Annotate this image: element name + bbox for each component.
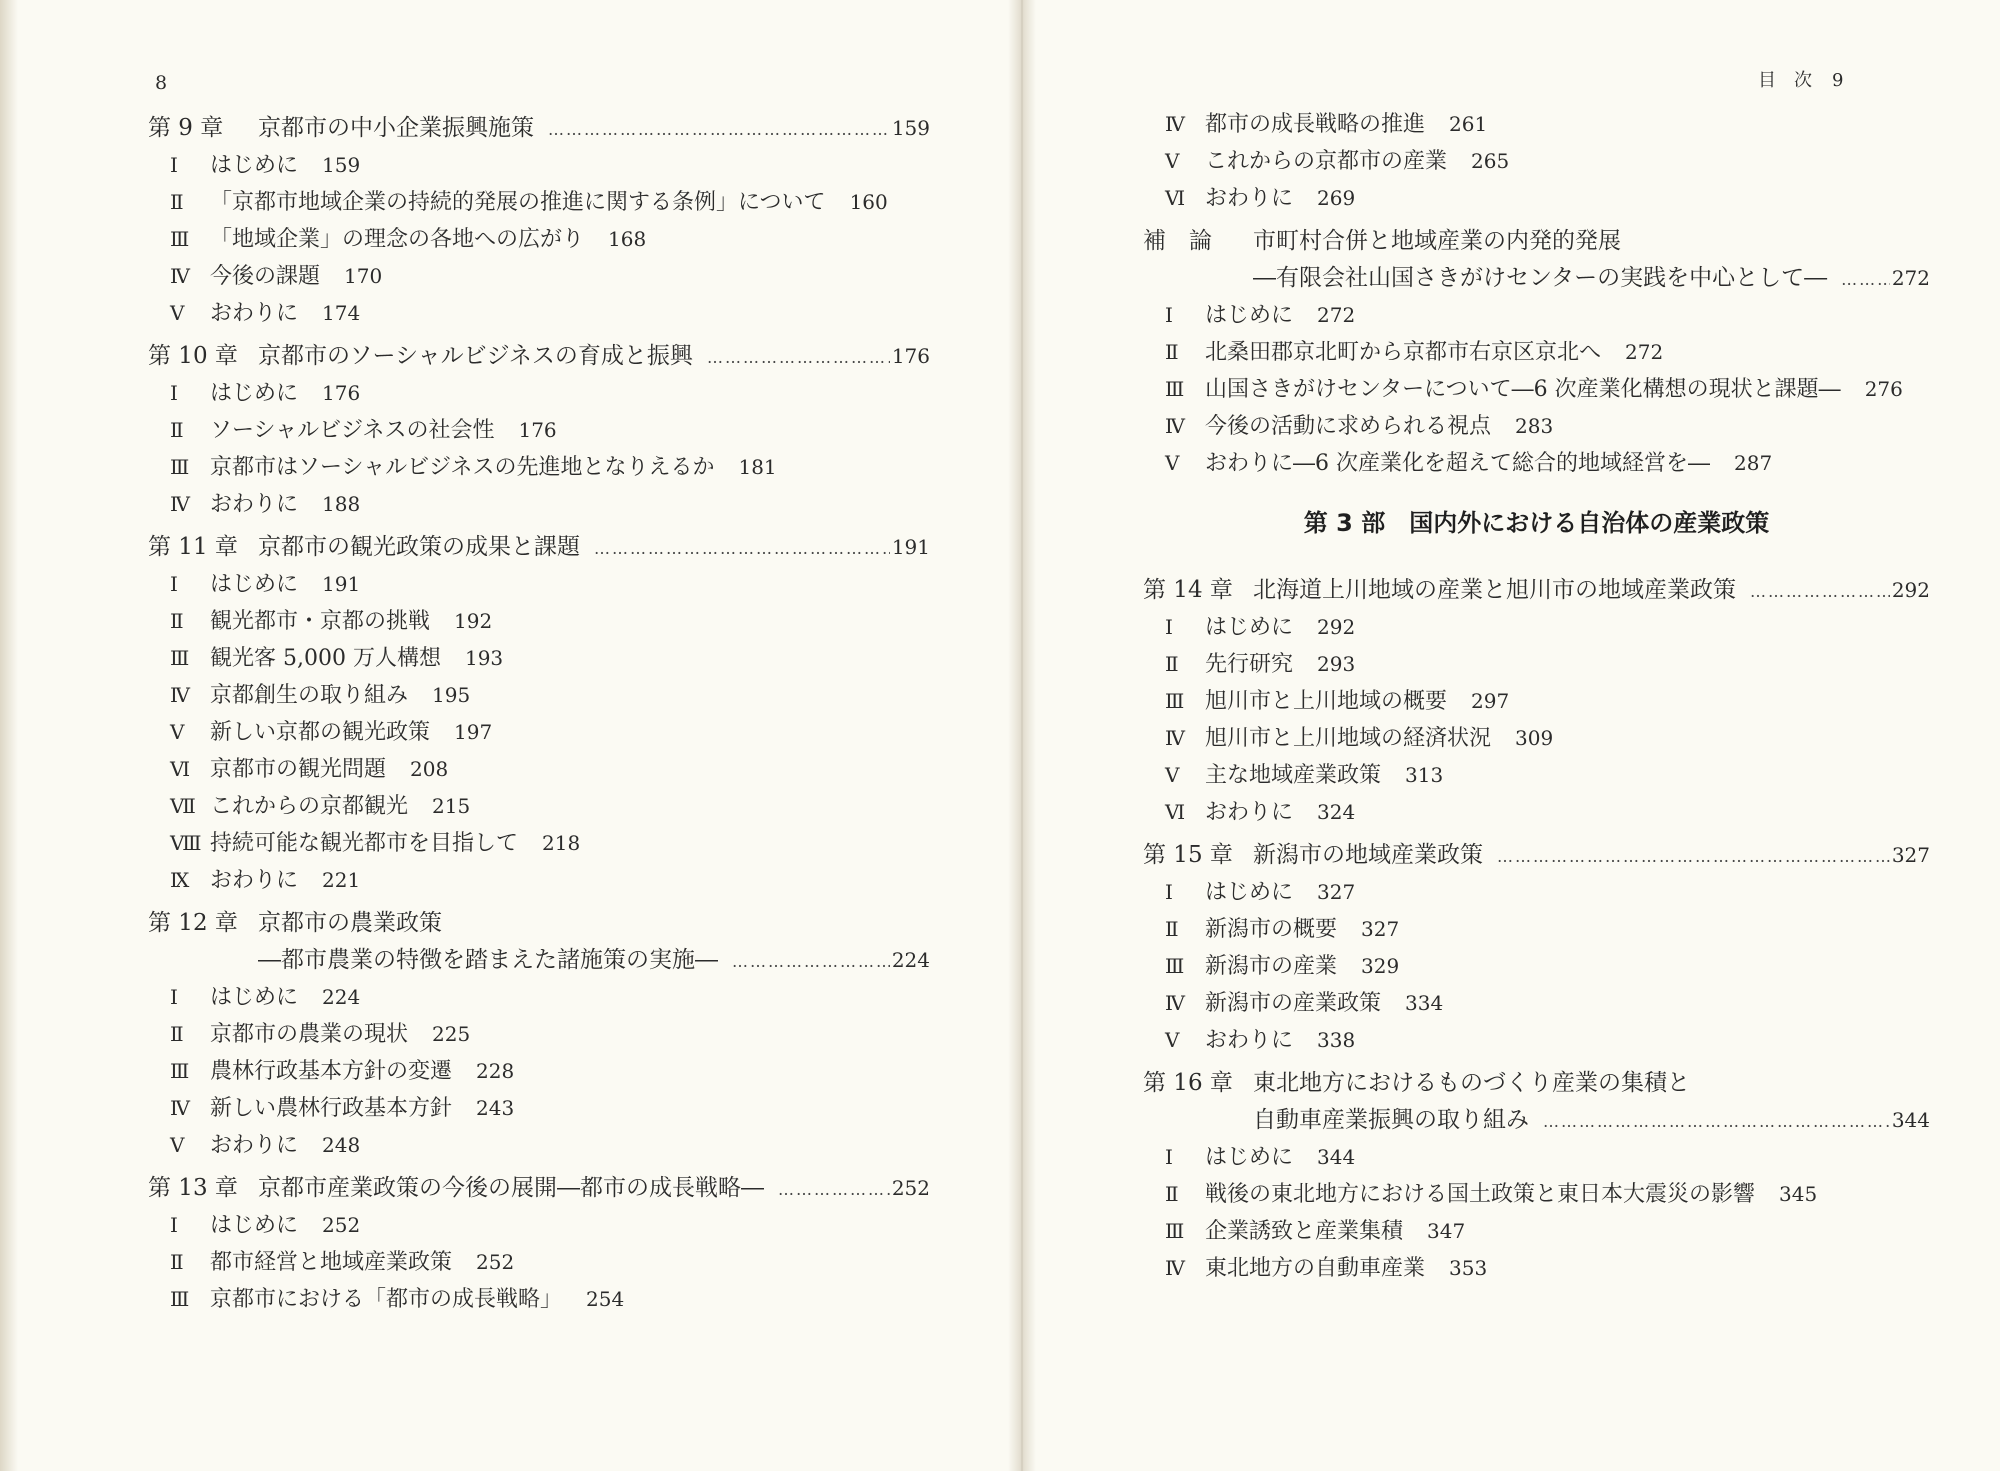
chapter-page: 224 xyxy=(891,948,930,972)
section-numeral: Ⅵ xyxy=(1165,186,1186,210)
dot-leader xyxy=(1543,1103,1890,1140)
section-page: 248 xyxy=(322,1133,361,1157)
chapter-title: 京都市産業政策の今後の展開―都市の成長戦略― xyxy=(258,1175,764,1201)
chapter-number: 第 10 章 xyxy=(148,343,238,369)
toc-section[interactable] xyxy=(1143,445,1930,482)
section-title: 都市の成長戦略の推進 xyxy=(1205,112,1426,137)
section-numeral: Ⅱ xyxy=(170,190,184,214)
section-numeral: Ⅳ xyxy=(170,264,190,288)
section-title: 東北地方の自動車産業 xyxy=(1205,1256,1426,1281)
section-title: 主な地域産業政策 xyxy=(1205,763,1382,788)
toc-section[interactable] xyxy=(148,449,930,486)
section-title: おわりに xyxy=(1205,186,1294,211)
toc-right-column xyxy=(1143,106,1930,1287)
book-edge-shadow xyxy=(0,0,18,1471)
section-numeral: Ⅲ xyxy=(1165,689,1185,713)
section-page: 188 xyxy=(322,492,361,516)
section-numeral: Ⅵ xyxy=(1165,800,1186,824)
section-title: おわりに xyxy=(210,492,299,517)
section-numeral: Ⅸ xyxy=(170,868,190,892)
toc-section[interactable] xyxy=(148,677,930,714)
section-page: 228 xyxy=(476,1059,515,1083)
toc-section[interactable] xyxy=(148,640,930,677)
toc-section[interactable] xyxy=(1143,911,1930,948)
section-page: 269 xyxy=(1317,186,1356,210)
toc-section[interactable] xyxy=(1143,1213,1930,1250)
toc-section[interactable] xyxy=(1143,1139,1930,1176)
section-title: はじめに xyxy=(210,572,299,597)
supplement-label: 補 論 xyxy=(1143,228,1212,254)
section-page: 215 xyxy=(432,794,471,818)
section-page: 159 xyxy=(322,153,361,177)
left-page-number: 8 xyxy=(155,72,168,94)
section-title: 新しい京都の観光政策 xyxy=(210,720,431,745)
dot-leader xyxy=(778,1171,890,1208)
section-page: 292 xyxy=(1317,615,1356,639)
section-page: 293 xyxy=(1317,652,1356,676)
chapter-number: 第 11 章 xyxy=(148,534,238,560)
section-numeral: Ⅳ xyxy=(1165,112,1185,136)
chapter-page: 176 xyxy=(891,344,930,368)
section-numeral: Ⅰ xyxy=(170,985,178,1009)
toc-section[interactable] xyxy=(148,412,930,449)
toc-section[interactable] xyxy=(148,258,930,295)
section-page: 287 xyxy=(1734,451,1773,475)
section-title: 観光客 5,000 万人構想 xyxy=(210,646,441,671)
section-title: 都市経営と地域産業政策 xyxy=(210,1250,453,1275)
section-page: 272 xyxy=(1625,340,1664,364)
chapter-page: 252 xyxy=(891,1176,930,1200)
toc-section[interactable] xyxy=(148,295,930,332)
section-page: 338 xyxy=(1317,1028,1356,1052)
chapter-page: 191 xyxy=(891,535,930,559)
section-page: 170 xyxy=(344,264,383,288)
section-numeral: Ⅳ xyxy=(170,492,190,516)
toc-section[interactable] xyxy=(148,486,930,523)
toc-section[interactable] xyxy=(148,566,930,603)
section-title: これからの京都観光 xyxy=(210,794,409,819)
dot-leader xyxy=(707,339,890,376)
section-title: はじめに xyxy=(1205,1145,1294,1170)
section-numeral: Ⅲ xyxy=(1165,954,1185,978)
section-page: 160 xyxy=(849,190,888,214)
section-page: 329 xyxy=(1361,954,1400,978)
chapter-16-heading[interactable] xyxy=(1143,1065,1930,1102)
section-numeral: Ⅴ xyxy=(1165,763,1180,787)
section-title: 京都市の観光問題 xyxy=(210,757,387,782)
toc-section[interactable] xyxy=(1143,720,1930,757)
section-numeral: Ⅳ xyxy=(1165,726,1185,750)
section-title: 北桑田郡京北町から京都市右京区京北へ xyxy=(1205,340,1602,365)
supplement-title: 市町村合併と地域産業の内発的発展 xyxy=(1253,228,1621,254)
chapter-number: 第 13 章 xyxy=(148,1175,238,1201)
section-numeral: Ⅱ xyxy=(170,609,184,633)
section-numeral: Ⅳ xyxy=(1165,991,1185,1015)
dot-leader xyxy=(548,111,890,148)
chapter-12-heading[interactable] xyxy=(148,905,930,942)
section-numeral: Ⅱ xyxy=(170,418,184,442)
chapter-9-heading[interactable] xyxy=(148,110,930,147)
chapter-10-heading[interactable] xyxy=(148,338,930,375)
section-title: 新潟市の産業政策 xyxy=(1205,991,1382,1016)
toc-section[interactable] xyxy=(148,751,930,788)
chapter-title: 京都市の農業政策 xyxy=(258,910,442,936)
toc-section[interactable] xyxy=(1143,874,1930,911)
toc-section[interactable] xyxy=(1143,1176,1930,1213)
section-numeral: Ⅳ xyxy=(170,1096,190,1120)
toc-section[interactable] xyxy=(148,147,930,184)
section-page: 218 xyxy=(542,831,581,855)
section-numeral: Ⅴ xyxy=(1165,451,1180,475)
toc-left-column xyxy=(148,110,930,1318)
toc-section[interactable] xyxy=(1143,757,1930,794)
section-numeral: Ⅰ xyxy=(170,381,178,405)
section-page: 193 xyxy=(464,646,504,670)
toc-section[interactable] xyxy=(1143,794,1930,831)
book-gutter xyxy=(1008,0,1036,1471)
section-numeral: Ⅷ xyxy=(170,831,202,855)
toc-section[interactable] xyxy=(148,184,930,221)
dot-leader xyxy=(1497,838,1890,875)
section-numeral: Ⅴ xyxy=(1165,1028,1180,1052)
section-page: 168 xyxy=(608,227,647,251)
toc-section[interactable] xyxy=(1143,1250,1930,1287)
section-numeral: Ⅱ xyxy=(1165,917,1179,941)
chapter-title: 京都市の中小企業振興施策 xyxy=(258,115,534,141)
section-numeral: Ⅲ xyxy=(170,455,190,479)
section-title: 京都市の農業の現状 xyxy=(210,1022,409,1047)
toc-section[interactable] xyxy=(148,714,930,751)
section-page: 297 xyxy=(1471,689,1510,713)
section-page: 324 xyxy=(1317,800,1356,824)
section-numeral: Ⅲ xyxy=(1165,377,1185,401)
section-numeral: Ⅲ xyxy=(170,227,190,251)
toc-section[interactable] xyxy=(1143,646,1930,683)
section-page: 327 xyxy=(1317,880,1356,904)
section-page: 272 xyxy=(1317,303,1356,327)
toc-section[interactable] xyxy=(1143,334,1930,371)
section-numeral: Ⅱ xyxy=(1165,340,1179,364)
section-page: 254 xyxy=(586,1287,625,1311)
section-title: ソーシャルビジネスの社会性 xyxy=(210,418,495,443)
section-title: 新潟市の産業 xyxy=(1205,954,1338,979)
section-page: 344 xyxy=(1317,1145,1356,1169)
section-numeral: Ⅲ xyxy=(170,1059,190,1083)
section-numeral: Ⅳ xyxy=(170,683,190,707)
section-title: 企業誘致と産業集積 xyxy=(1205,1219,1404,1244)
section-title: 今後の課題 xyxy=(210,264,321,289)
toc-section[interactable] xyxy=(148,788,930,825)
section-page: 195 xyxy=(432,683,471,707)
section-numeral: Ⅵ xyxy=(170,757,191,781)
toc-section[interactable] xyxy=(1143,683,1930,720)
section-numeral: Ⅰ xyxy=(1165,1145,1173,1169)
toc-section[interactable] xyxy=(148,979,930,1016)
section-page: 191 xyxy=(322,572,361,596)
section-page: 265 xyxy=(1471,149,1510,173)
dot-leader xyxy=(594,530,890,567)
chapter-subtitle: 自動車産業振興の取り組み xyxy=(1253,1107,1529,1133)
toc-section[interactable] xyxy=(148,603,930,640)
chapter-title: 北海道上川地域の産業と旭川市の地域産業政策 xyxy=(1253,577,1736,603)
section-page: 176 xyxy=(322,381,361,405)
section-title: はじめに xyxy=(1205,880,1294,905)
toc-section[interactable] xyxy=(148,862,930,899)
section-page: 225 xyxy=(432,1022,471,1046)
toc-section[interactable] xyxy=(148,1281,930,1318)
dot-leader xyxy=(1750,573,1890,610)
section-numeral: Ⅳ xyxy=(1165,414,1185,438)
section-numeral: Ⅴ xyxy=(170,301,185,325)
chapter-page: 159 xyxy=(891,116,930,140)
chapter-title: 京都市のソーシャルビジネスの育成と振興 xyxy=(258,343,693,369)
section-title: はじめに xyxy=(1205,303,1294,328)
section-page: 276 xyxy=(1864,377,1903,401)
chapter-13-heading[interactable] xyxy=(148,1170,930,1207)
supplement-heading[interactable] xyxy=(1143,223,1930,260)
toc-section[interactable] xyxy=(148,375,930,412)
section-title: 「地域企業」の理念の各地への広がり xyxy=(210,227,585,252)
section-title: 新しい農林行政基本方針 xyxy=(210,1096,453,1121)
chapter-title: 東北地方におけるものづくり産業の集積と xyxy=(1253,1070,1690,1096)
right-page-number: 9 xyxy=(1832,70,1844,91)
chapter-number: 第 16 章 xyxy=(1143,1070,1233,1096)
chapter-page: 327 xyxy=(1891,843,1930,867)
toc-section[interactable] xyxy=(1143,985,1930,1022)
section-title: 京都創生の取り組み xyxy=(210,683,409,708)
section-title: 観光都市・京都の挑戦 xyxy=(210,609,431,634)
section-title: はじめに xyxy=(210,153,299,178)
section-page: 181 xyxy=(738,455,777,479)
toc-section[interactable] xyxy=(1143,106,1930,143)
dot-leader xyxy=(1841,261,1890,298)
chapter-title: 京都市の観光政策の成果と課題 xyxy=(258,534,580,560)
supplement-subtitle: ―有限会社山国さきがけセンターの実践を中心として― xyxy=(1253,265,1828,291)
section-title: おわりに xyxy=(210,301,299,326)
section-numeral: Ⅲ xyxy=(170,646,190,670)
chapter-title: 新潟市の地域産業政策 xyxy=(1253,842,1483,868)
toc-section[interactable] xyxy=(148,221,930,258)
section-page: 261 xyxy=(1449,112,1488,136)
section-title: おわりに xyxy=(210,868,299,893)
section-numeral: Ⅲ xyxy=(1165,1219,1185,1243)
section-page: 208 xyxy=(410,757,449,781)
section-title: 京都市における「都市の成長戦略」 xyxy=(210,1287,563,1312)
section-title: 農林行政基本方針の変遷 xyxy=(210,1059,453,1084)
section-page: 334 xyxy=(1405,991,1444,1015)
chapter-page: 292 xyxy=(1891,578,1930,602)
section-title: 戦後の東北地方における国土政策と東日本大震災の影響 xyxy=(1205,1182,1756,1207)
toc-section[interactable] xyxy=(1143,180,1930,217)
section-page: 176 xyxy=(518,418,557,442)
section-title: 新潟市の概要 xyxy=(1205,917,1338,942)
toc-section[interactable] xyxy=(148,1127,930,1164)
toc-section[interactable] xyxy=(148,1244,930,1281)
section-title: おわりに xyxy=(1205,800,1294,825)
toc-section[interactable] xyxy=(148,1016,930,1053)
toc-section[interactable] xyxy=(148,1053,930,1090)
part-heading: 第 3 部 国内外における自治体の産業政策 xyxy=(1303,509,1770,537)
section-numeral: Ⅴ xyxy=(1165,149,1180,173)
section-page: 224 xyxy=(322,985,361,1009)
section-page: 174 xyxy=(322,301,361,325)
toc-section[interactable] xyxy=(1143,408,1930,445)
toc-section[interactable] xyxy=(1143,143,1930,180)
section-numeral: Ⅴ xyxy=(170,1133,185,1157)
chapter-number: 第 9 章 xyxy=(148,115,224,141)
section-page: 313 xyxy=(1405,763,1444,787)
toc-section[interactable] xyxy=(148,825,930,862)
section-numeral: Ⅳ xyxy=(1165,1256,1185,1280)
section-title: これからの京都市の産業 xyxy=(1205,149,1448,174)
section-title: 「京都市地域企業の持続的発展の推進に関する条例」について xyxy=(210,190,826,215)
section-page: 327 xyxy=(1361,917,1400,941)
chapter-subtitle: ―都市農業の特徴を踏まえた諸施策の実施― xyxy=(258,947,718,973)
section-title: 旭川市と上川地域の概要 xyxy=(1205,689,1448,714)
section-page: 192 xyxy=(454,609,493,633)
section-title: 今後の活動に求められる視点 xyxy=(1205,414,1492,439)
section-title: 先行研究 xyxy=(1205,652,1294,677)
section-page: 221 xyxy=(322,868,361,892)
chapter-11-heading[interactable] xyxy=(148,529,930,566)
section-page: 252 xyxy=(322,1213,361,1237)
section-title: おわりに xyxy=(210,1133,299,1158)
chapter-page: 344 xyxy=(1891,1108,1930,1132)
section-numeral: Ⅰ xyxy=(170,153,178,177)
section-numeral: Ⅶ xyxy=(170,794,196,818)
section-numeral: Ⅰ xyxy=(1165,880,1173,904)
section-page: 243 xyxy=(476,1096,515,1120)
chapter-number: 第 14 章 xyxy=(1143,577,1233,603)
section-page: 353 xyxy=(1449,1256,1488,1280)
section-title: はじめに xyxy=(210,1213,299,1238)
section-page: 347 xyxy=(1427,1219,1466,1243)
supplement-page: 272 xyxy=(1891,266,1930,290)
section-title: おわりに xyxy=(1205,1028,1294,1053)
toc-section[interactable] xyxy=(1143,1022,1930,1059)
section-numeral: Ⅰ xyxy=(170,1213,178,1237)
right-running-head xyxy=(1758,66,1843,92)
section-title: 持続可能な観光都市を目指して xyxy=(210,831,519,856)
chapter-15-heading[interactable] xyxy=(1143,837,1930,874)
section-title: はじめに xyxy=(1205,615,1294,640)
section-title: はじめに xyxy=(210,381,299,406)
section-numeral: Ⅱ xyxy=(1165,652,1179,676)
section-numeral: Ⅴ xyxy=(170,720,185,744)
section-page: 345 xyxy=(1779,1182,1818,1206)
chapter-14-heading[interactable] xyxy=(1143,572,1930,609)
section-page: 283 xyxy=(1515,414,1554,438)
toc-section[interactable] xyxy=(148,1207,930,1244)
chapter-16-subtitle[interactable] xyxy=(1143,1102,1930,1139)
running-head-title: 目 次 xyxy=(1758,70,1812,91)
toc-section[interactable] xyxy=(1143,948,1930,985)
section-title: 京都市はソーシャルビジネスの先進地となりえるか xyxy=(210,455,715,480)
section-numeral: Ⅲ xyxy=(170,1287,190,1311)
toc-section[interactable] xyxy=(1143,297,1930,334)
section-title: 旭川市と上川地域の経済状況 xyxy=(1205,726,1492,751)
dot-leader xyxy=(732,943,890,980)
section-title: はじめに xyxy=(210,985,299,1010)
section-page: 252 xyxy=(476,1250,515,1274)
toc-section[interactable] xyxy=(1143,609,1930,646)
section-numeral: Ⅱ xyxy=(170,1250,184,1274)
section-numeral: Ⅱ xyxy=(170,1022,184,1046)
toc-section[interactable] xyxy=(148,1090,930,1127)
supplement-subtitle-row[interactable] xyxy=(1143,260,1930,297)
section-numeral: Ⅰ xyxy=(170,572,178,596)
section-numeral: Ⅰ xyxy=(1165,303,1173,327)
section-page: 197 xyxy=(454,720,493,744)
section-page: 309 xyxy=(1515,726,1554,750)
chapter-12-subtitle[interactable] xyxy=(148,942,930,979)
section-numeral: Ⅰ xyxy=(1165,615,1173,639)
section-title: おわりに―6 次産業化を超えて総合的地域経営を― xyxy=(1205,451,1710,476)
chapter-number: 第 15 章 xyxy=(1143,842,1233,868)
section-title: 山国さきがけセンターについて―6 次産業化構想の現状と課題― xyxy=(1205,377,1841,402)
chapter-number: 第 12 章 xyxy=(148,910,238,936)
section-numeral: Ⅱ xyxy=(1165,1182,1179,1206)
toc-section[interactable] xyxy=(1143,371,1930,408)
